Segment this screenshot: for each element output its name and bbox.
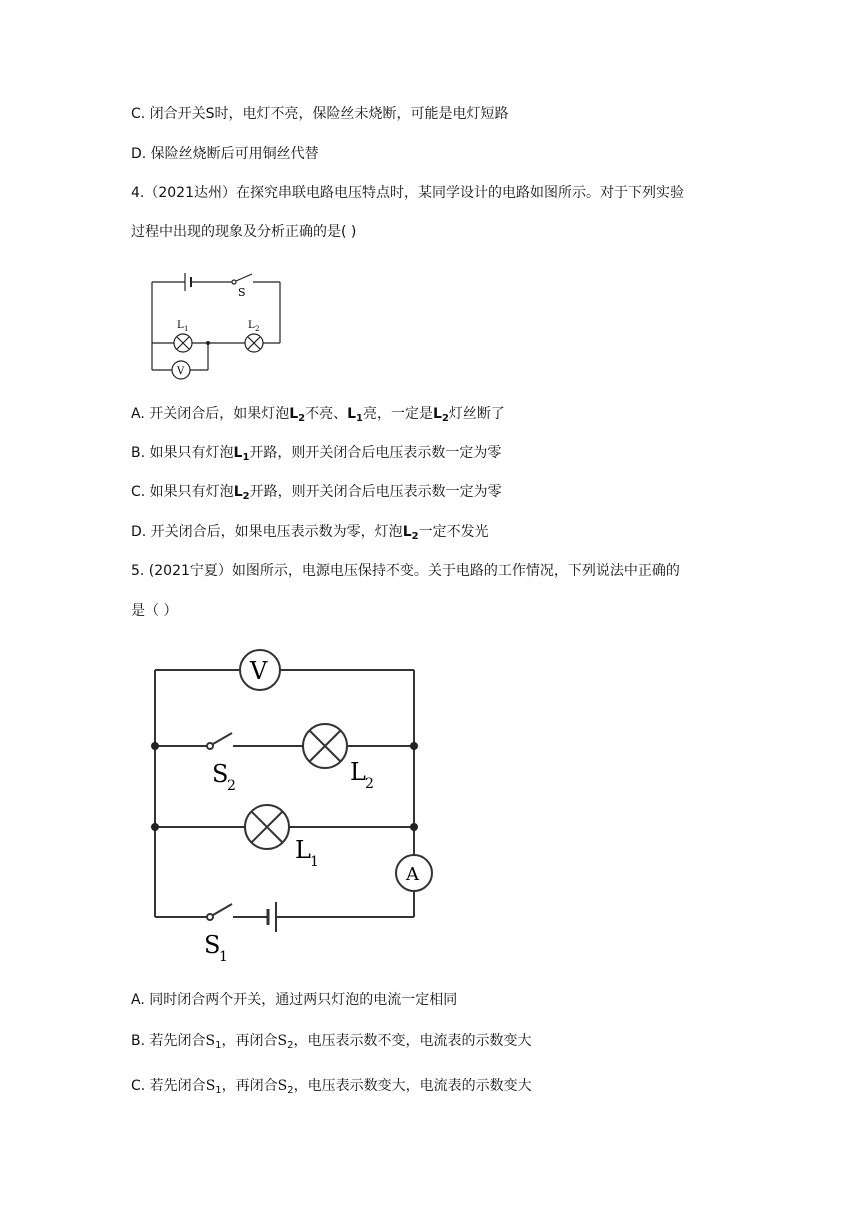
- switch-s1-sub: 1: [219, 949, 228, 965]
- switch-s1-label: S: [204, 931, 221, 959]
- q3-option-d: D. 保险丝烧断后可用铜丝代替: [131, 146, 319, 162]
- q5-circuit-diagram: [140, 645, 440, 970]
- switch-s2-sub: 2: [227, 778, 236, 794]
- q4-option-a: A. 开关闭合后，如果灯泡$L_2$不亮、$L_1$亮，一定是$L_2$灯丝断了: [131, 406, 505, 424]
- q4-stem-line1: 4.（2021达州）在探究串联电路电压特点时，某同学设计的电路如图所示。对于下列实验: [131, 185, 684, 201]
- q4-option-b: B. 如果只有灯泡$L_1$开路，则开关闭合后电压表示数一定为零: [131, 445, 502, 463]
- q4-option-c: C. 如果只有灯泡$L_2$开路，则开关闭合后电压表示数一定为零: [131, 484, 502, 502]
- lamp-l2-label: L: [248, 320, 255, 331]
- q5-stem-line2: 是（ ）: [131, 603, 178, 619]
- lamp-l2-sub: 2: [255, 325, 260, 333]
- q5-stem-line1: 5. (2021宁夏）如图所示，电源电压保持不变。关于电路的工作情况，下列说法中正确的: [131, 563, 680, 579]
- q5-option-b: B. 若先闭合$S_1$，再闭合$S_2$，电压表示数不变，电流表的示数变大: [131, 1033, 532, 1051]
- switch-s2-label: S: [212, 760, 229, 788]
- voltmeter-q4-label: V: [177, 366, 185, 377]
- q4-option-d: D. 开关闭合后，如果电压表示数为零，灯泡$L_2$一定不发光: [131, 524, 489, 542]
- ammeter-q5-label: A: [406, 864, 419, 885]
- lamp-l2-q5-sub: 2: [365, 776, 374, 792]
- lamp-l1-sub: 1: [184, 325, 189, 333]
- q5-option-c: C. 若先闭合$S_1$，再闭合$S_2$，电压表示数变大，电流表的示数变大: [131, 1078, 532, 1096]
- voltmeter-q5-label: V: [250, 657, 268, 685]
- lamp-l1-q5-label: L: [295, 836, 311, 864]
- q4-circuit-diagram: [140, 265, 290, 385]
- q3-option-c: C. 闭合开关S时，电灯不亮，保险丝未烧断，可能是电灯短路: [131, 106, 509, 122]
- q5-option-a: A. 同时闭合两个开关，通过两只灯泡的电流一定相同: [131, 992, 458, 1008]
- switch-s-label: S: [238, 286, 246, 299]
- lamp-l1-q5-sub: 1: [310, 854, 319, 870]
- lamp-l2-q5-label: L: [350, 758, 366, 786]
- lamp-l1-label: L: [177, 320, 184, 331]
- q4-stem-line2: 过程中出现的现象及分析正确的是( ): [131, 224, 357, 240]
- switch-s2-blade: [213, 733, 232, 744]
- switch-s-blade: [236, 274, 252, 281]
- switch-s1-blade: [213, 904, 232, 915]
